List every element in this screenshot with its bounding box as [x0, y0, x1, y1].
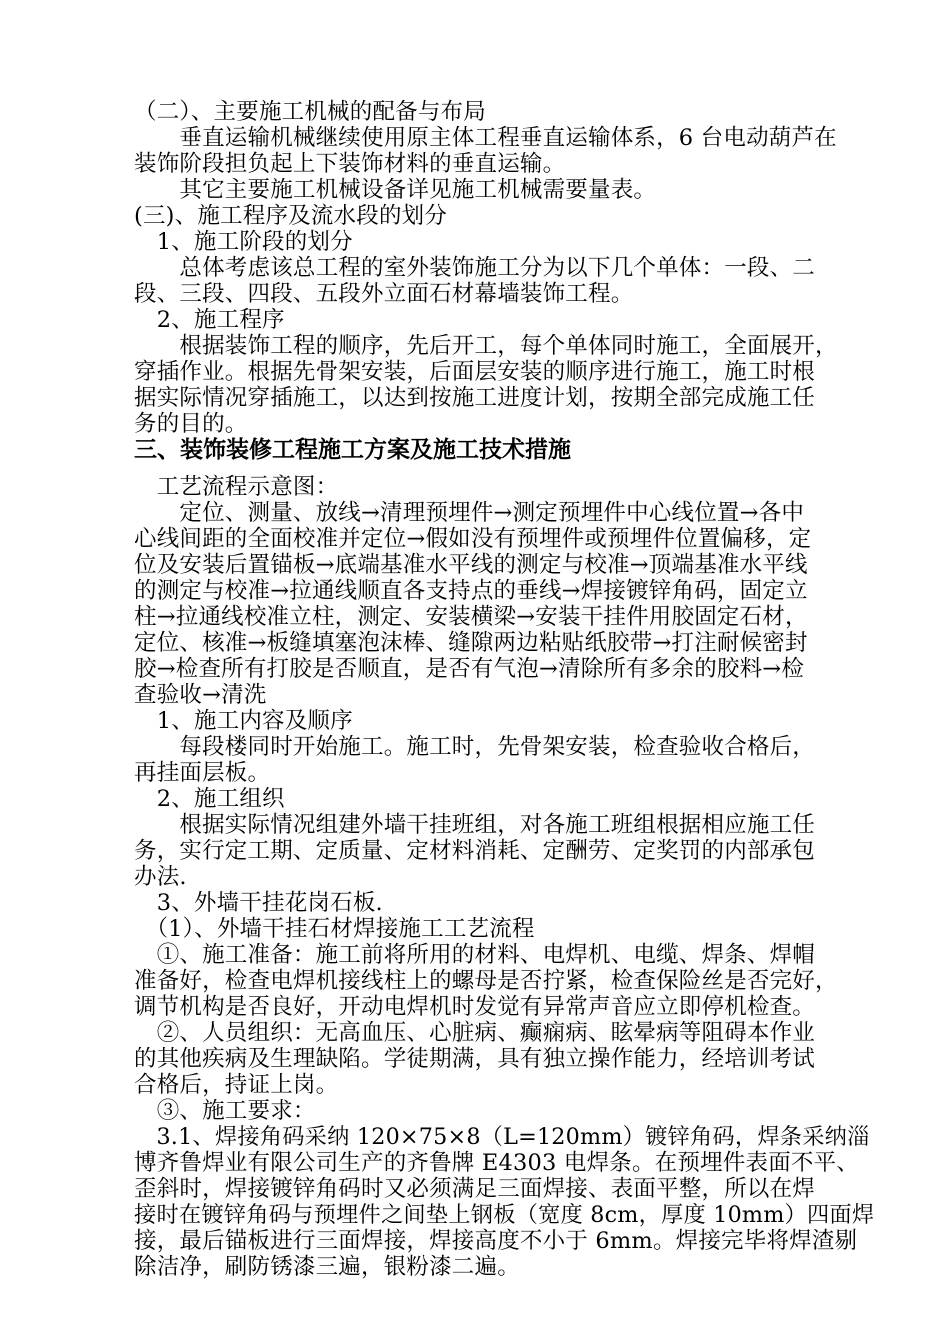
- paragraph-line: 穿插作业。根据先骨架安装，后面层安装的顺序进行施工，施工时根: [134, 359, 816, 385]
- subsection-heading: (三)、施工程序及流水段的划分: [134, 203, 448, 229]
- paragraph-line: 定位、测量、放线→清理预埋件→测定预埋件中心线位置→各中: [134, 500, 805, 526]
- paragraph-line: 合格后，持证上岗。: [134, 1072, 339, 1098]
- paragraph-line: ②、人员组织：无高血压、心脏病、癫痫病、眩晕病等阻碍本作业: [134, 1020, 816, 1046]
- item-heading: 3、外墙干挂花岗石板.: [134, 890, 383, 916]
- paragraph-line: 位及安装后置锚板→底端基准水平线的测定与校准→顶端基准水平线: [134, 552, 808, 578]
- paragraph-line: 心线间距的全面校准并定位→假如没有预埋件或预埋件位置偏移，定: [134, 526, 812, 552]
- paragraph-line: 垂直运输机械继续使用原主体工程垂直运输体系，6 台电动葫芦在: [134, 125, 837, 151]
- paragraph-line: 办法.: [134, 864, 187, 890]
- item-heading: ③、施工要求：: [134, 1098, 316, 1124]
- item-heading: （1）、外墙干挂石材焊接施工工艺流程: [134, 916, 535, 942]
- paragraph-line: 调节机构是否良好，开动电焊机时发觉有异常声音应立即停机检查。: [134, 994, 816, 1020]
- paragraph-line: 歪斜时，焊接镀锌角码时又必须满足三面焊接、表面平整，所以在焊: [134, 1176, 816, 1202]
- paragraph-line: 除洁净，刷防锈漆三遍，银粉漆二遍。: [134, 1254, 520, 1280]
- paragraph-line: 柱→拉通线校准立柱，测定、安装横梁→安装干挂件用胶固定石材，: [134, 604, 808, 630]
- paragraph-line: 务的目的。: [134, 411, 248, 437]
- paragraph-line: 根据实际情况组建外墙干挂班组，对各施工班组根据相应施工任: [134, 812, 816, 838]
- paragraph-line: 博齐鲁焊业有限公司生产的齐鲁牌 E4303 电焊条。在预埋件表面不平、: [134, 1150, 859, 1176]
- paragraph-line: 的其他疾病及生理缺陷。学徒期满，具有独立操作能力，经培训考试: [134, 1046, 816, 1072]
- paragraph-line: 胶→检查所有打胶是否顺直，是否有气泡→清除所有多余的胶料→检: [134, 656, 805, 682]
- paragraph-line: 的测定与校准→拉通线顺直各支持点的垂线→焊接镀锌角码，固定立: [134, 578, 808, 604]
- section-heading: 三、装饰装修工程施工方案及施工技术措施: [134, 437, 571, 463]
- subsection-heading: （二）、主要施工机械的配备与布局: [134, 99, 486, 125]
- paragraph-line: ①、施工准备：施工前将所用的材料、电焊机、电缆、焊条、焊帽: [134, 942, 816, 968]
- paragraph-line: 接，最后锚板进行三面焊接，焊接高度不小于 6mm。焊接完毕将焊渣剔: [134, 1228, 858, 1254]
- item-heading: 1、施工内容及顺序: [134, 708, 353, 734]
- item-heading: 1、施工阶段的划分: [134, 229, 353, 255]
- paragraph-line: 据实际情况穿插施工，以达到按施工进度计划，按期全部完成施工任: [134, 385, 816, 411]
- paragraph-line: 务，实行定工期、定质量、定材料消耗、定酬劳、定奖罚的内部承包: [134, 838, 816, 864]
- paragraph-line: 总体考虑该总工程的室外装饰施工分为以下几个单体：一段、二: [134, 255, 816, 281]
- item-heading: 2、施工组织: [134, 786, 285, 812]
- paragraph-line: 准备好，检查电焊机接线柱上的螺母是否拧紧，检查保险丝是否完好，: [134, 968, 838, 994]
- paragraph-line: 再挂面层板。: [134, 760, 271, 786]
- paragraph-line: 装饰阶段担负起上下装饰材料的垂直运输。: [134, 151, 566, 177]
- paragraph-line: 查验收→清洗: [134, 682, 267, 708]
- paragraph-line: 工艺流程示意图：: [134, 474, 339, 500]
- paragraph-line: 根据装饰工程的顺序，先后开工，每个单体同时施工，全面展开，: [134, 333, 838, 359]
- paragraph-line: 段、三段、四段、五段外立面石材幕墙装饰工程。: [134, 281, 634, 307]
- paragraph-line: 每段楼同时开始施工。施工时，先骨架安装，检查验收合格后，: [134, 734, 816, 760]
- paragraph-line: 接时在镀锌角码与预埋件之间垫上钢板（宽度 8cm，厚度 10mm）四面焊: [134, 1202, 875, 1228]
- item-heading: 2、施工程序: [134, 307, 285, 333]
- paragraph-line: 3.1、焊接角码采纳 120×75×8（L=120mm）镀锌角码，焊条采纳淄: [134, 1124, 870, 1150]
- paragraph-line: 其它主要施工机械设备详见施工机械需要量表。: [134, 177, 657, 203]
- paragraph-line: 定位、核准→板缝填塞泡沫棒、缝隙两边粘贴纸胶带→打注耐候密封: [134, 630, 808, 656]
